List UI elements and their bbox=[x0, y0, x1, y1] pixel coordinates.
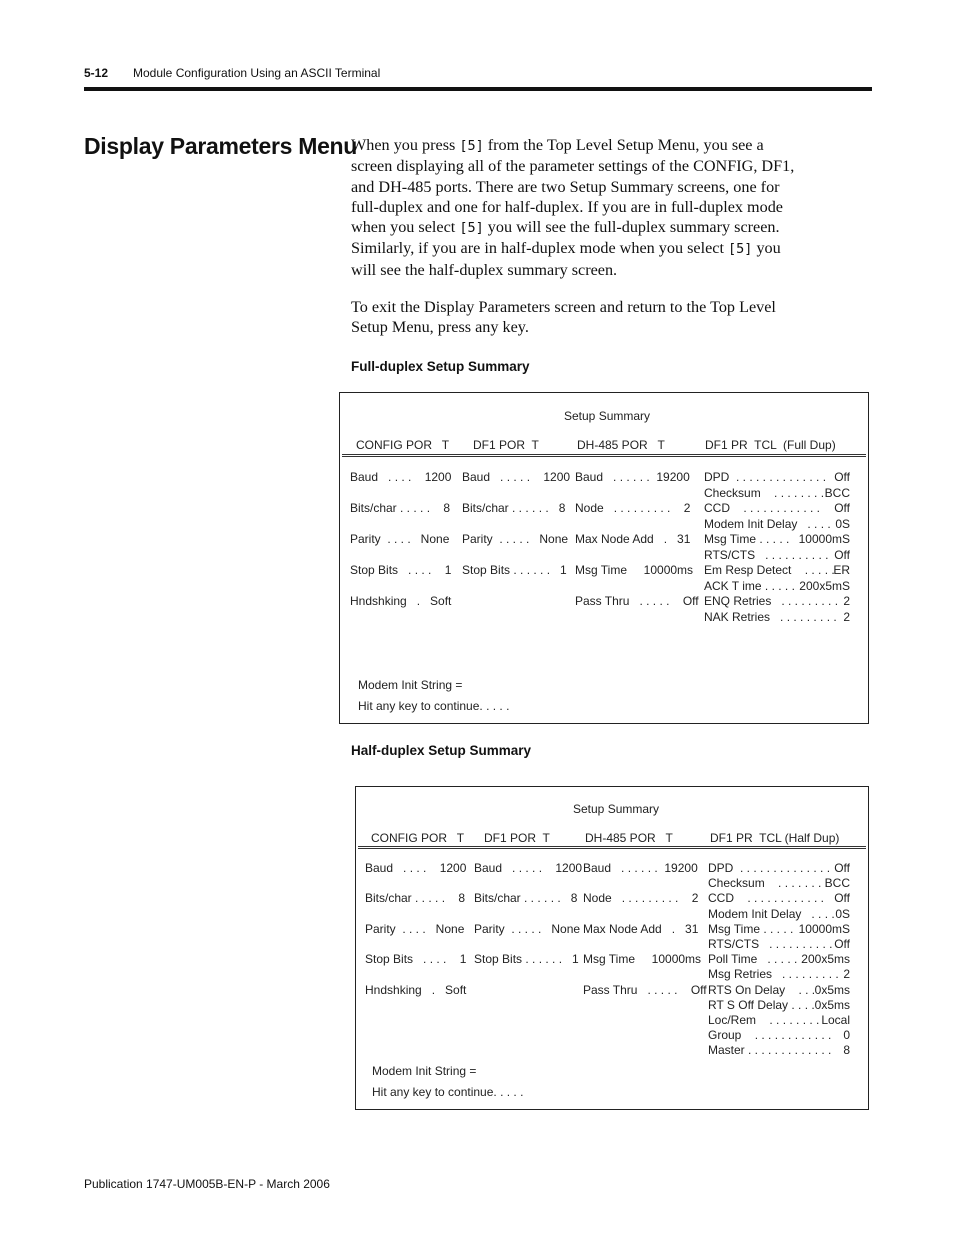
protocol-setting-label: RT S Off Delay . . . . bbox=[708, 997, 815, 1012]
protocol-setting-value: 200x5ms bbox=[801, 952, 850, 967]
protocol-setting-label: Loc/Rem . . . . . . . . bbox=[708, 1013, 820, 1027]
header-rule bbox=[84, 87, 872, 91]
protocol-setting-label: Em Resp Detect . . . . . bbox=[704, 563, 835, 577]
setting-row: Max Node Add . 31 bbox=[583, 921, 699, 936]
protocol-setting-label: RTS/CTS . . . . . . . . . . bbox=[708, 937, 833, 951]
setting-row: Stop Bits . . . . . . 1 bbox=[462, 563, 567, 577]
column-header: DF1 POR T bbox=[473, 438, 539, 452]
paragraph-line: To exit the Display Parameters screen and return to the Top Level bbox=[351, 298, 776, 316]
protocol-setting-value: Local bbox=[821, 1013, 850, 1027]
paragraph-text: full-duplex and one for half-duplex. If you are in full-duplex mode bbox=[351, 197, 783, 216]
protocol-setting-value: Off bbox=[834, 937, 850, 951]
setting-row: Baud . . . . . . 19200 bbox=[583, 861, 698, 875]
publication-footer: Publication 1747-UM005B-EN-P - March 2006 bbox=[84, 1177, 330, 1191]
paragraph-line bbox=[351, 217, 861, 238]
column-header: CONFIG POR T bbox=[356, 438, 450, 452]
paragraph-text: from the Top Level Setup Menu, you see a bbox=[483, 136, 764, 154]
setting-row: Stop Bits . . . . . . 1 bbox=[474, 952, 579, 967]
column-header: CONFIG POR T bbox=[371, 831, 465, 845]
paragraph-text: will see the half-duplex summary screen. bbox=[351, 260, 618, 279]
setting-row: Baud . . . . 1200 bbox=[365, 861, 467, 875]
protocol-setting-value: Off bbox=[834, 547, 850, 562]
setting-row: Bits/char . . . . . 8 bbox=[350, 501, 451, 515]
paragraph-line bbox=[351, 156, 861, 176]
intro-paragraph bbox=[351, 135, 861, 280]
continue-prompt: Hit any key to continue. . . . . bbox=[358, 699, 510, 713]
full-duplex-caption: Full-duplex Setup Summary bbox=[351, 359, 530, 374]
setting-row: Pass Thru . . . . . Off bbox=[583, 982, 707, 997]
protocol-setting-value: 2 bbox=[843, 594, 850, 608]
protocol-setting-value: 10000mS bbox=[798, 921, 850, 936]
key-code: [5] bbox=[459, 220, 484, 237]
protocol-setting-value: 2 bbox=[843, 609, 850, 624]
protocol-setting-label: DPD . . . . . . . . . . . . . . bbox=[708, 861, 831, 875]
protocol-setting-value: Off bbox=[834, 501, 850, 515]
paragraph-text: and DH-485 ports. There are two Setup Summary screens, one for bbox=[351, 177, 780, 196]
chapter-title: Module Configuration Using an ASCII Terminal bbox=[133, 66, 381, 80]
protocol-setting-value: Off bbox=[834, 891, 850, 906]
separator-line bbox=[342, 454, 866, 457]
protocol-setting-value: 0x5ms bbox=[814, 997, 850, 1012]
paragraph-line bbox=[351, 238, 861, 259]
protocol-setting-label: Poll Time . . . . . . bbox=[708, 952, 805, 967]
page-number: 5-12 bbox=[84, 66, 109, 80]
half-duplex-screen bbox=[355, 786, 869, 1110]
protocol-setting-label: ENQ Retries . . . . . . . . . bbox=[704, 594, 839, 608]
protocol-setting-value: ER bbox=[833, 563, 850, 577]
protocol-setting-label: RTS/CTS . . . . . . . . . . bbox=[704, 547, 829, 562]
continue-prompt: Hit any key to continue. . . . . bbox=[372, 1085, 524, 1099]
modem-init-string: Modem Init String = bbox=[358, 678, 463, 692]
protocol-setting-value: Off bbox=[834, 861, 850, 875]
setting-row: Hndshking . Soft bbox=[350, 594, 452, 608]
protocol-setting-label: Modem Init Delay . . . . bbox=[704, 516, 831, 531]
setting-row: Baud . . . . 1200 bbox=[350, 470, 452, 484]
setting-row: Baud . . . . . . 19200 bbox=[575, 470, 690, 484]
protocol-setting-value: 2 bbox=[843, 967, 850, 982]
setting-row: Parity . . . . None bbox=[365, 921, 465, 936]
screen-title: Setup Summary bbox=[564, 409, 651, 423]
column-header: DH-485 POR T bbox=[577, 438, 665, 452]
exit-paragraph bbox=[351, 297, 861, 338]
protocol-setting-value: BCC bbox=[824, 876, 850, 891]
setting-row: Node . . . . . . . . . 2 bbox=[575, 501, 691, 515]
protocol-setting-value: 0S bbox=[835, 516, 850, 531]
paragraph-line: Setup Menu, press any key. bbox=[351, 318, 529, 337]
protocol-setting-value: 0S bbox=[835, 906, 850, 921]
half-duplex-caption: Half-duplex Setup Summary bbox=[351, 743, 532, 758]
protocol-setting-value: BCC bbox=[824, 485, 850, 500]
paragraph-line bbox=[351, 177, 861, 197]
protocol-setting-label: Master . . . . . . . . . . . . . bbox=[708, 1043, 832, 1058]
setting-row: Bits/char . . . . . . 8 bbox=[462, 501, 566, 515]
setting-row: Baud . . . . . 1200 bbox=[474, 861, 583, 875]
setting-row: Msg Time 10000ms bbox=[583, 952, 702, 967]
separator-line bbox=[358, 846, 866, 849]
setting-row: Parity . . . . None bbox=[350, 532, 450, 546]
column-header: DF1 POR T bbox=[484, 831, 550, 845]
section-title: Display Parameters Menu bbox=[84, 133, 358, 159]
protocol-setting-label: ACK T ime . . . . . bbox=[704, 578, 795, 593]
key-code: [5] bbox=[459, 138, 484, 154]
protocol-setting-label: Msg Retries . . . . . . . . . bbox=[708, 967, 839, 982]
protocol-setting-value: 10000mS bbox=[798, 532, 850, 546]
protocol-setting-label: Modem Init Delay . . . . bbox=[708, 906, 835, 921]
paragraph-text: When you press bbox=[351, 136, 460, 154]
paragraph-line bbox=[351, 197, 861, 217]
paragraph-text: screen displaying all of the parameter settings of the CONFIG, DF1, bbox=[351, 157, 795, 176]
protocol-setting-label: Msg Time . . . . . bbox=[704, 532, 790, 546]
setting-row: Pass Thru . . . . . Off bbox=[575, 594, 699, 608]
full-duplex-screen bbox=[339, 392, 869, 724]
protocol-setting-value: 8 bbox=[843, 1043, 850, 1058]
setting-row: Stop Bits . . . . 1 bbox=[350, 563, 452, 577]
column-header: DF1 PR TCL (Full Dup) bbox=[705, 438, 836, 452]
protocol-setting-label: Msg Time . . . . . bbox=[708, 921, 794, 936]
setting-row: Parity . . . . . None bbox=[474, 921, 581, 936]
setting-row: Bits/char . . . . . 8 bbox=[365, 891, 466, 906]
protocol-setting-label: Group . . . . . . . . . . . . bbox=[708, 1028, 832, 1043]
setting-row: Node . . . . . . . . . 2 bbox=[583, 891, 699, 906]
column-header: DH-485 POR T bbox=[585, 831, 673, 845]
protocol-setting-value: 200x5mS bbox=[799, 578, 850, 593]
paragraph-text: you bbox=[752, 239, 781, 258]
protocol-setting-label: DPD . . . . . . . . . . . . . . bbox=[704, 470, 827, 484]
setting-row: Max Node Add . 31 bbox=[575, 532, 691, 546]
protocol-setting-label: CCD . . . . . . . . . . . . bbox=[708, 891, 825, 906]
paragraph-text: when you select bbox=[351, 218, 460, 237]
setting-row: Bits/char . . . . . . 8 bbox=[474, 891, 578, 906]
protocol-setting-label: CCD . . . . . . . . . . . . bbox=[704, 501, 821, 515]
protocol-setting-label: NAK Retries . . . . . . . . . bbox=[704, 609, 837, 624]
screen-title: Setup Summary bbox=[573, 802, 660, 816]
protocol-setting-label: Checksum . . . . . . . . bbox=[704, 485, 825, 500]
setting-row: Msg Time 10000ms bbox=[575, 563, 694, 577]
column-header: DF1 PR TCL (Half Dup) bbox=[710, 831, 840, 845]
protocol-setting-value: 0 bbox=[843, 1028, 850, 1043]
paragraph-text: Similarly, if you are in half-duplex mode when you select bbox=[351, 239, 729, 258]
setting-row: Stop Bits . . . . 1 bbox=[365, 952, 467, 967]
protocol-setting-value: Off bbox=[834, 470, 850, 484]
paragraph-text: you will see the full-duplex summary screen. bbox=[483, 218, 780, 237]
protocol-setting-label: Checksum . . . . . . . . bbox=[708, 876, 829, 891]
setting-row: Hndshking . Soft bbox=[365, 982, 467, 997]
paragraph-line bbox=[351, 135, 861, 156]
setting-row: Baud . . . . . 1200 bbox=[462, 470, 571, 484]
key-code: [5] bbox=[728, 241, 753, 258]
setting-row: Parity . . . . . None bbox=[462, 532, 569, 546]
protocol-setting-label: RTS On Delay . . . bbox=[708, 982, 816, 997]
protocol-setting-value: 0x5ms bbox=[814, 982, 850, 997]
paragraph-line bbox=[351, 260, 861, 280]
modem-init-string: Modem Init String = bbox=[372, 1064, 477, 1078]
